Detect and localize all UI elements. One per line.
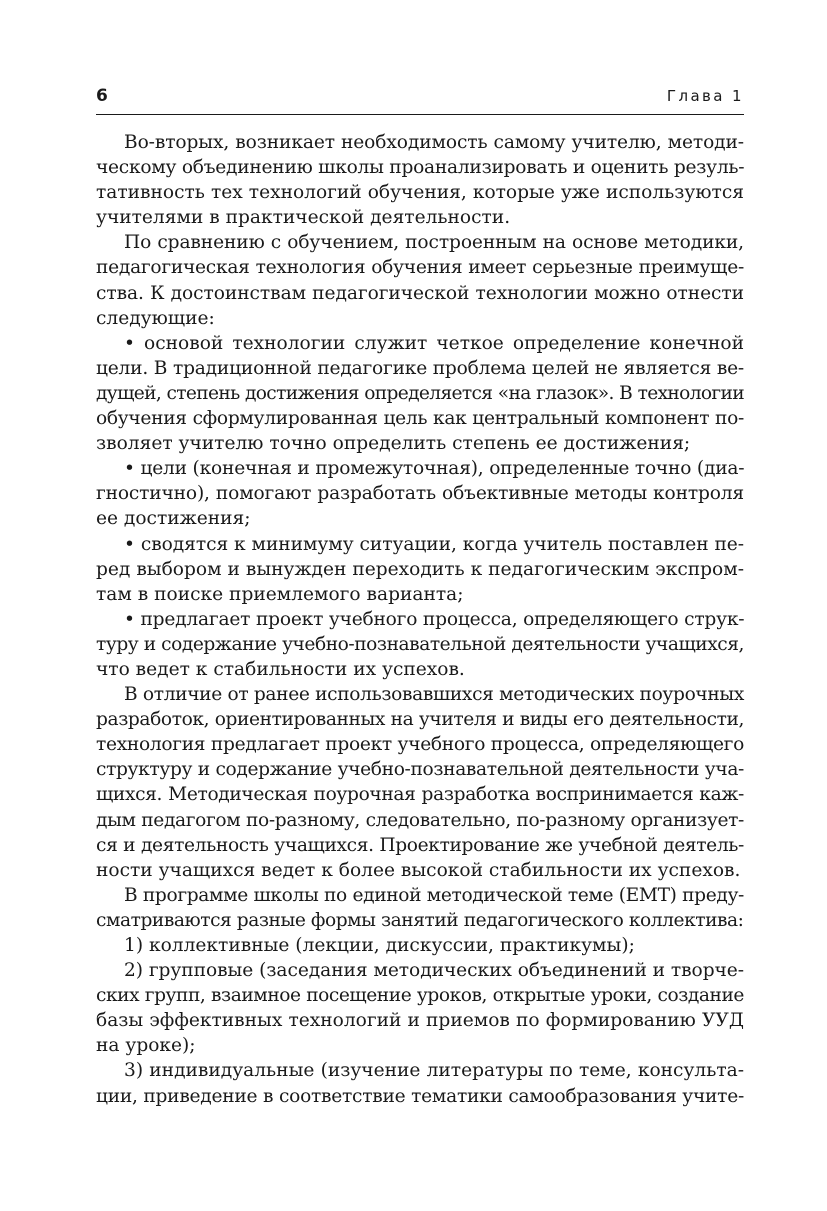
text-line: ства. К достоинствам педагогической технологии можно отнести [96, 282, 744, 304]
text-line: ции, приведение в соответствие тематики самообразования учите- [96, 1085, 744, 1107]
text-line: • цели (конечная и промежуточная), определенные точно (диа- [124, 458, 745, 480]
text-line: дущей, степень достижения определяется «на глазок». В технологии [96, 382, 744, 404]
text-line: 3) индивидуальные (изучение литературы по теме, консульта- [124, 1060, 744, 1082]
text-line: • сводятся к минимуму ситуации, когда учитель поставлен пе- [124, 533, 744, 555]
text-line: ских групп, взаимное посещение уроков, открытые уроки, создание [96, 985, 744, 1007]
paragraph [96, 682, 744, 883]
paragraph [96, 331, 744, 456]
text-line: В программе школы по единой методической теме (ЕМТ) преду- [124, 884, 744, 906]
text-line: По сравнению с обучением, построенным на основе методики, [124, 232, 744, 254]
text-line: следующие: [96, 307, 215, 329]
text-line: сматриваются разные формы занятий педагогического коллектива: [96, 909, 744, 931]
page-header [96, 84, 744, 115]
body-text [96, 130, 744, 1109]
text-line: разработок, ориентированных на учителя и виды его деятельности, [96, 709, 744, 731]
text-line: туру и содержание учебно-познавательной деятельности учащихся, [96, 633, 744, 655]
text-line: ческому объединению школы проанализировать и оценить резуль- [96, 157, 745, 179]
paragraph [96, 933, 744, 958]
text-line: педагогическая технология обучения имеет серьезные преимуще- [96, 257, 744, 279]
page-number: 6 [96, 86, 108, 106]
text-line: там в поиске приемлемого варианта; [96, 583, 464, 605]
paragraph [96, 532, 744, 607]
paragraph [96, 1058, 744, 1108]
paragraph [96, 130, 744, 230]
text-line: тативность тех технологий обучения, которые уже используются [96, 182, 744, 204]
text-line: зволяет учителю точно определить степень ее достижения; [96, 433, 691, 455]
text-line: гностично), помогают разработать объективные методы контроля [96, 483, 744, 505]
paragraph [96, 607, 744, 682]
text-line: ности учащихся ведет к более высокой стабильности их успехов. [96, 859, 741, 881]
text-line: технология предлагает проект учебного процесса, определяющего [96, 734, 744, 756]
running-head: Глава 1 [666, 87, 744, 105]
text-line: на уроке); [96, 1035, 196, 1057]
paragraph [96, 230, 744, 330]
text-line: цели. В традиционной педагогике проблема целей не является ве- [96, 357, 744, 379]
text-line: В отличие от ранее использовавшихся методических поурочных [124, 684, 744, 706]
paragraph [96, 883, 744, 933]
text-line: 2) групповые (заседания методических объединений и творче- [124, 960, 744, 982]
text-line: учителями в практической деятельности. [96, 207, 511, 229]
text-line: дым педагогом по-разному, следовательно, по-разному организует- [96, 809, 744, 831]
text-line: базы эффективных технологий и приемов по формированию УУД [96, 1010, 744, 1032]
text-line: • основой технологии служит четкое определение конечной [124, 332, 744, 354]
text-line: Во-вторых, возникает необходимость самому учителю, методи- [124, 132, 744, 153]
text-line: ся и деятельность учащихся. Проектирование же учебной деятель- [96, 834, 744, 856]
text-line: • предлагает проект учебного процесса, определяющего струк- [124, 608, 745, 630]
text-line: что ведет к стабильности их успехов. [96, 658, 465, 680]
paragraph [96, 456, 744, 531]
paragraph [96, 958, 744, 1058]
text-line: 1) коллективные (лекции, дискуссии, практикумы); [124, 935, 635, 956]
text-line: щихся. Методическая поурочная разработка воспринимается каж- [96, 784, 744, 806]
text-line: обучения сформулированная цель как центральный компонент по- [96, 408, 744, 430]
text-line: ее достижения; [96, 508, 251, 530]
text-line: структуру и содержание учебно-познавательной деятельности уча- [96, 759, 744, 781]
text-line: ред выбором и вынужден переходить к педагогическим экспром- [96, 558, 744, 580]
